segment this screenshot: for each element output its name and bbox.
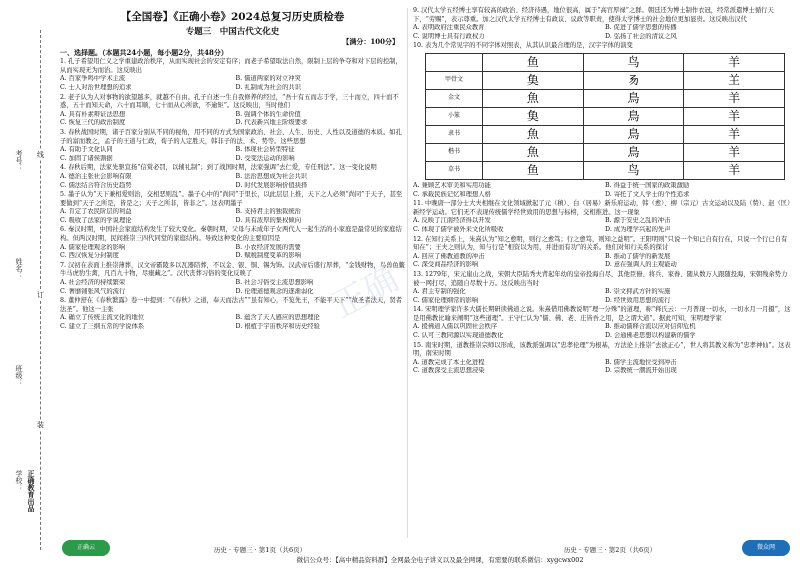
script-row xyxy=(426,71,785,89)
class-label: 班级： xyxy=(15,365,23,386)
option[interactable]: B. 蕴含了天人感应的思想理论 xyxy=(235,314,320,322)
script-label: 甲骨文 xyxy=(426,71,483,89)
option[interactable]: D. 寄托了文人学士的个性追求 xyxy=(605,190,690,198)
option[interactable]: B. 儒道两家的对立冲突 xyxy=(235,75,301,83)
option[interactable]: C. 吸收了法家的学说理论 xyxy=(60,216,132,224)
question-options xyxy=(60,244,405,261)
option[interactable]: B. 体现社会转型特征 xyxy=(235,146,295,154)
exam-title: 【全国卷】《正确小卷》2024总复习历史质检卷 xyxy=(120,11,345,23)
option[interactable]: D. 礼制成为社会的共识 xyxy=(235,83,301,91)
kaohao-label: 考号： xyxy=(15,150,23,171)
option[interactable]: C. 加固了诸侯割据 xyxy=(60,154,113,162)
option[interactable]: C. 西汉恢复分封制度 xyxy=(60,252,119,260)
question xyxy=(413,236,791,270)
page-divider xyxy=(407,8,408,538)
option[interactable]: D. 根植于宇宙秩序和历史经验 xyxy=(235,323,320,330)
script-row xyxy=(426,125,785,143)
script-glyph: 𩵋 xyxy=(483,71,584,89)
option[interactable]: D. 弘扬了社会的清议之风 xyxy=(605,32,677,40)
script-glyph: 鳥 xyxy=(583,89,684,107)
exam-subtitle: 专题三 中国古代文化史 xyxy=(185,27,280,37)
question-options xyxy=(413,323,791,340)
script-table xyxy=(425,53,785,180)
option[interactable]: B. 源于安史之乱的冲击 xyxy=(605,217,671,225)
option[interactable]: C. 体现了儒学被外来文化所吸收 xyxy=(413,225,504,233)
option[interactable]: A. 德治主张社会影响有限 xyxy=(60,172,132,180)
footer-left: 历史 · 专题三 · 第1页（共6页） xyxy=(213,546,307,554)
question-options xyxy=(60,146,405,163)
script-glyph: 羊 xyxy=(684,89,785,107)
question-stem: 1. 孔子希望用仁义之学重建政治秩序，从而实现社会的安定有序；而老子希望取法自然，限制上层的争夺和对下层的控制，从而实现无为而治。这反映出 xyxy=(60,58,402,74)
script-glyph: 鳥 xyxy=(583,107,684,125)
script-row xyxy=(426,143,785,161)
option[interactable]: D. 时代发展影响价值抉择 xyxy=(235,181,308,189)
option[interactable]: C. 奢靡铺张风气的流行 xyxy=(60,287,126,295)
script-glyph: 鳥 xyxy=(583,125,684,143)
question-options xyxy=(60,75,405,92)
script-glyph: 羊 xyxy=(684,161,785,179)
logo-left: 正确云 xyxy=(62,540,110,556)
script-glyph: 鸟 xyxy=(583,161,684,179)
question-stem: 9. 汉代太学五经博士享有较高的政治、经济待遇，地位很高，属于“高官厚禄”之群。朝廷还为博士制作衣冠，经常派遣博士循行天下，“劳赐”，表示尊重。加之汉代太学五经博士有政议、议政等职责，使得太学博士的社会地位更加显贵。这反映出汉代 xyxy=(413,7,774,23)
question-stem: 12. 在知行关系上，朱熹认为“知之愈明，则行之愈笃；行之愈笃，则知之益明”。王阳明则“只说一个知已自有行在，只说一个行已自有知在”；王夫之则认为，知与行是“相资以为用，并进而有功”的关系。他们对知行关系的探讨 xyxy=(413,235,788,252)
option[interactable]: B. 推动了儒学的新发展 xyxy=(605,252,671,260)
option[interactable]: C. 深受商品经济的影响 xyxy=(413,261,479,269)
script-glyph: 羊 xyxy=(684,107,785,125)
script-glyph: 羊 xyxy=(684,53,785,71)
right-question-list-2 xyxy=(413,200,791,376)
option[interactable]: B. 崇文抑武方针的实施 xyxy=(605,288,671,296)
option[interactable]: D. 经世致用思想的流行 xyxy=(605,296,671,304)
question xyxy=(60,94,405,128)
question xyxy=(60,129,405,163)
option[interactable]: A. 具有朴素辩证法思想 xyxy=(60,110,126,118)
question-stem: 6. 秦汉时期，中国社会家庭结构发生了较大变化。秦朝时期，父母与未成年子女两代人一起生活的小家庭是最常见的家庭结构。但两汉时期，民间推崇三四代同堂的家庭结构。导致这种变化的主要原因是 xyxy=(60,226,402,243)
question xyxy=(60,226,405,260)
question-options xyxy=(60,208,405,225)
option[interactable]: D. 意在强调人的主观能动 xyxy=(605,261,677,269)
script-glyph: 鱼 xyxy=(483,53,584,71)
question xyxy=(413,7,791,41)
option[interactable]: A. 百家争鸣中学术主流 xyxy=(60,75,126,83)
script-row xyxy=(426,107,785,125)
watermark: 正确 xyxy=(326,258,406,327)
script-glyph: 𩵋 xyxy=(483,107,584,125)
right-column xyxy=(413,6,791,376)
option[interactable]: D. 成为理学兴起的先声 xyxy=(605,225,671,233)
question-options xyxy=(413,253,791,270)
question-stem: 14. 宋明理学家许多大儒长期研读佛道之说。朱熹借用佛教说明“理一分殊”的道理，称“释氏云：一月普现一切水，一切水月一月摄”，这是用佛教比喻来阐明“这些道理”。王守仁认为“儒、佛、老、庄皆吾之用，是之谓大道”。据此可知，宋明理学家 xyxy=(413,306,791,322)
question-options xyxy=(413,24,791,41)
script-glyph: 羊 xyxy=(684,125,785,143)
question-stem: 2. 老子认为人对事物的欲望越多，就越不自由。孔子自述一生自我修养的经过，“吾十有五而志于学，三十而立，四十而不惑，五十而知天命，六十而耳顺，七十而从心所欲，不逾矩”。这反映出，当时他们 xyxy=(60,93,399,110)
binding-gutter xyxy=(0,0,62,569)
script-glyph: 鳥 xyxy=(583,143,684,161)
question xyxy=(60,58,405,92)
option[interactable]: A. 有助于文化认同 xyxy=(60,146,113,154)
question-stem: 8. 董仲舒在《春秋繁露》卷一中提到：“《春秋》之道，奉天而法古”“虽有知心，不览先王，不能平天下”“故圣者法天，贤者法圣”。他这一主张 xyxy=(60,297,403,313)
option[interactable]: D. 赋税制度变革的影响 xyxy=(235,252,301,260)
logo-right: 微众网 xyxy=(742,540,790,556)
option[interactable]: C. 恢复三代的政治制度 xyxy=(60,119,126,127)
option[interactable]: B. 支持君主的独裁统治 xyxy=(235,208,301,216)
script-glyph: 魚 xyxy=(483,143,584,161)
option[interactable]: A. 儒家伦理观念的影响 xyxy=(60,243,126,251)
option[interactable]: D. 会通佛老思想以构建新的儒学 xyxy=(605,332,696,340)
question-options xyxy=(60,111,405,128)
option[interactable]: D. 具有浓厚的集权倾向 xyxy=(235,216,301,224)
script-glyph: 鸟 xyxy=(583,53,684,71)
question-stem: 5. 墨子认为“天下兼相爱则治，交相恶则乱”。墨子心中的“尚同”于里长，以此层层上推，天下之人必须“尚同”于天子，甚至要做到“天子之所是，皆是之；天子之所非，皆非之”。这表明墨子 xyxy=(60,191,403,207)
script-glyph: 鱼 xyxy=(483,161,584,179)
script-glyph: 羊 xyxy=(684,143,785,161)
option[interactable]: A. 道教完成了本土化进程 xyxy=(413,358,485,366)
question-10-options xyxy=(413,182,791,199)
option[interactable]: A. 援佛道入儒以巩固社会秩序 xyxy=(413,323,498,331)
option[interactable]: C. 建立了三纲五常的学说体系 xyxy=(60,323,145,330)
question-stem: 11. 中晚唐一部分士大夫相继在文化领域掀起了元（稹）、白（居易）新乐府运动，韩（愈）、柳（宗元）古文运动以及陆（贽）、赵（匡）新经学运动。它们无不表现传统儒学经世致用的思想与标榜，交相推进。这一现象 xyxy=(413,200,791,216)
question-10 xyxy=(413,42,791,199)
question xyxy=(413,200,791,234)
zhuang-mark: 装 xyxy=(37,421,44,429)
option[interactable]: C. 道教深受主流思想浸染 xyxy=(413,367,485,375)
option[interactable]: C. 士人对治世理想的追求 xyxy=(60,83,132,91)
question-stem: 3. 春秋战国时期，诸子百家分别从不同的视角，用不同的方式为国家政治、社会、人生、历史、人性以及道德的本质。如孔子的富而教之，孟子的王道与仁政，荀子的人定胜天，韩非子的法、术、势等。这些思想 xyxy=(60,128,402,145)
question-stem: 13. 1279年，宋元崖山之战，宋朝大臣陆秀夫背起年幼的皇帝投海自尽，其他臣僚、将兵、家眷、随从数万人跟随投海，宋朝残余势力被一网打尽，追随自尽数十万。这反映出当时 xyxy=(413,270,788,287)
option[interactable]: B. 社会习俗受主流思想影响 xyxy=(235,279,314,287)
option[interactable]: A. 君主专制的强化 xyxy=(413,288,466,296)
option[interactable]: A. 兼顾艺术审美和实用功能 xyxy=(413,181,491,189)
score-label: 【满分：100分】 xyxy=(342,37,399,46)
option[interactable]: D. 宗教统一潮流开始出现 xyxy=(605,367,677,375)
option[interactable]: C. 儒法结合符合历史趋势 xyxy=(60,181,132,189)
script-glyph: 魚 xyxy=(483,125,584,143)
option[interactable]: B. 强调个体的生命价值 xyxy=(235,110,301,118)
line-mark: 线 xyxy=(37,151,44,159)
question-options xyxy=(60,173,405,190)
option[interactable]: B. 得益于统一国家的政策激励 xyxy=(605,181,690,189)
question xyxy=(413,342,791,376)
option[interactable]: C. 说明博士具有行政权力 xyxy=(413,32,485,40)
right-question-list xyxy=(413,7,791,41)
script-row xyxy=(426,89,785,107)
question-options xyxy=(413,217,791,234)
question-10-stem: 10. 表为几个常见字的不同字体对照表，从其认识最合理的是，汉字字体的演变 xyxy=(413,42,633,50)
option[interactable]: A. 回应了佛教道教的冲击 xyxy=(413,252,485,260)
option[interactable]: B. 法治思想成为社会共识 xyxy=(235,172,308,180)
script-glyph: 𦍌 xyxy=(684,71,785,89)
name-label: 姓名： xyxy=(15,258,23,279)
script-label: 楷书 xyxy=(426,143,483,161)
script-label: 金文 xyxy=(426,89,483,107)
option[interactable]: D. 代表新兴地主阶级要求 xyxy=(235,119,308,127)
script-label xyxy=(426,53,483,71)
script-label: 隶书 xyxy=(426,125,483,143)
question-stem: 15. 南宋时期，道教推崇宗师以形成，该教派强调以“忠孝伦理”为根基，方法论上推崇“去欲正心”，世人将其教义称为“忠孝神仙”。这表明，南宋时期 xyxy=(413,341,791,358)
publisher-label: 正确教育出品 xyxy=(27,470,36,512)
script-label: 小篆 xyxy=(426,107,483,125)
question xyxy=(60,164,405,190)
footer-right: 历史 · 专题三 · 第2页（共6页） xyxy=(563,546,657,554)
option[interactable]: A. 反映了江南经济得以开发 xyxy=(413,217,491,225)
question xyxy=(413,306,791,340)
script-glyph: 𠃓 xyxy=(583,71,684,89)
option[interactable]: B. 小农经济发展的需要 xyxy=(235,243,301,251)
option[interactable]: A. 肯定了农民阶层的利益 xyxy=(60,208,132,216)
question-stem: 7. 汉初在表面上推崇薄葬，汉文帝霸陵多以瓦器陪葬，不以金、银、铜、锡为饰。汉武帝后盛行厚葬，“金钱财物，鸟兽鱼鳖牛马虎豹生禽，凡百九十物，尽瘗藏之”。汉代丧葬习俗的变化反映了 xyxy=(60,261,405,278)
option[interactable]: C. 认可三教同源以实现道德教化 xyxy=(413,332,504,340)
footer-bottom: 微信公众号：【高中精品资料群】全网最全电子讲义以及最全网课，有需要的联系微信：xygcwx002 xyxy=(296,556,584,564)
script-label: 草书 xyxy=(426,161,483,179)
option[interactable]: D. 受变法运动的影响 xyxy=(235,154,295,162)
question-options xyxy=(413,359,791,376)
script-row xyxy=(426,161,785,179)
question xyxy=(60,191,405,225)
option[interactable]: B. 儒学主流地位受到冲击 xyxy=(605,358,677,366)
option[interactable]: C. 儒家伦理纲常的影响 xyxy=(413,296,479,304)
option[interactable]: C. 承载民族记忆和理想人格 xyxy=(413,190,491,198)
school-label: 学校： xyxy=(15,470,23,491)
option[interactable]: B. 促进了儒学思想的传播 xyxy=(605,24,677,32)
ding-mark: 订 xyxy=(37,291,44,299)
script-row xyxy=(426,53,785,71)
option[interactable]: A. 社会经济的持续繁荣 xyxy=(60,279,126,287)
question xyxy=(413,271,791,305)
option[interactable]: A. 确立了传统主流文化的地位 xyxy=(60,314,145,322)
option[interactable]: B. 推动儒释合流以应对信仰危机 xyxy=(605,323,696,331)
question-stem: 4. 春秋后期，法家先驱宣扬“信赏必罚，以辅礼制”；到了战国时期，法家强调“去仁爱，专任刑法”。这一变化说明 xyxy=(60,164,377,172)
section-heading: 一、选择题。（本题共24小题，每小题2分，共48分） xyxy=(60,47,228,57)
option[interactable]: A. 表明政府注重民众教育 xyxy=(413,24,485,32)
question-options xyxy=(413,288,791,305)
option[interactable]: D. 伦理道德观念的逐渐弱化 xyxy=(235,287,314,295)
script-glyph: 魚 xyxy=(483,89,584,107)
